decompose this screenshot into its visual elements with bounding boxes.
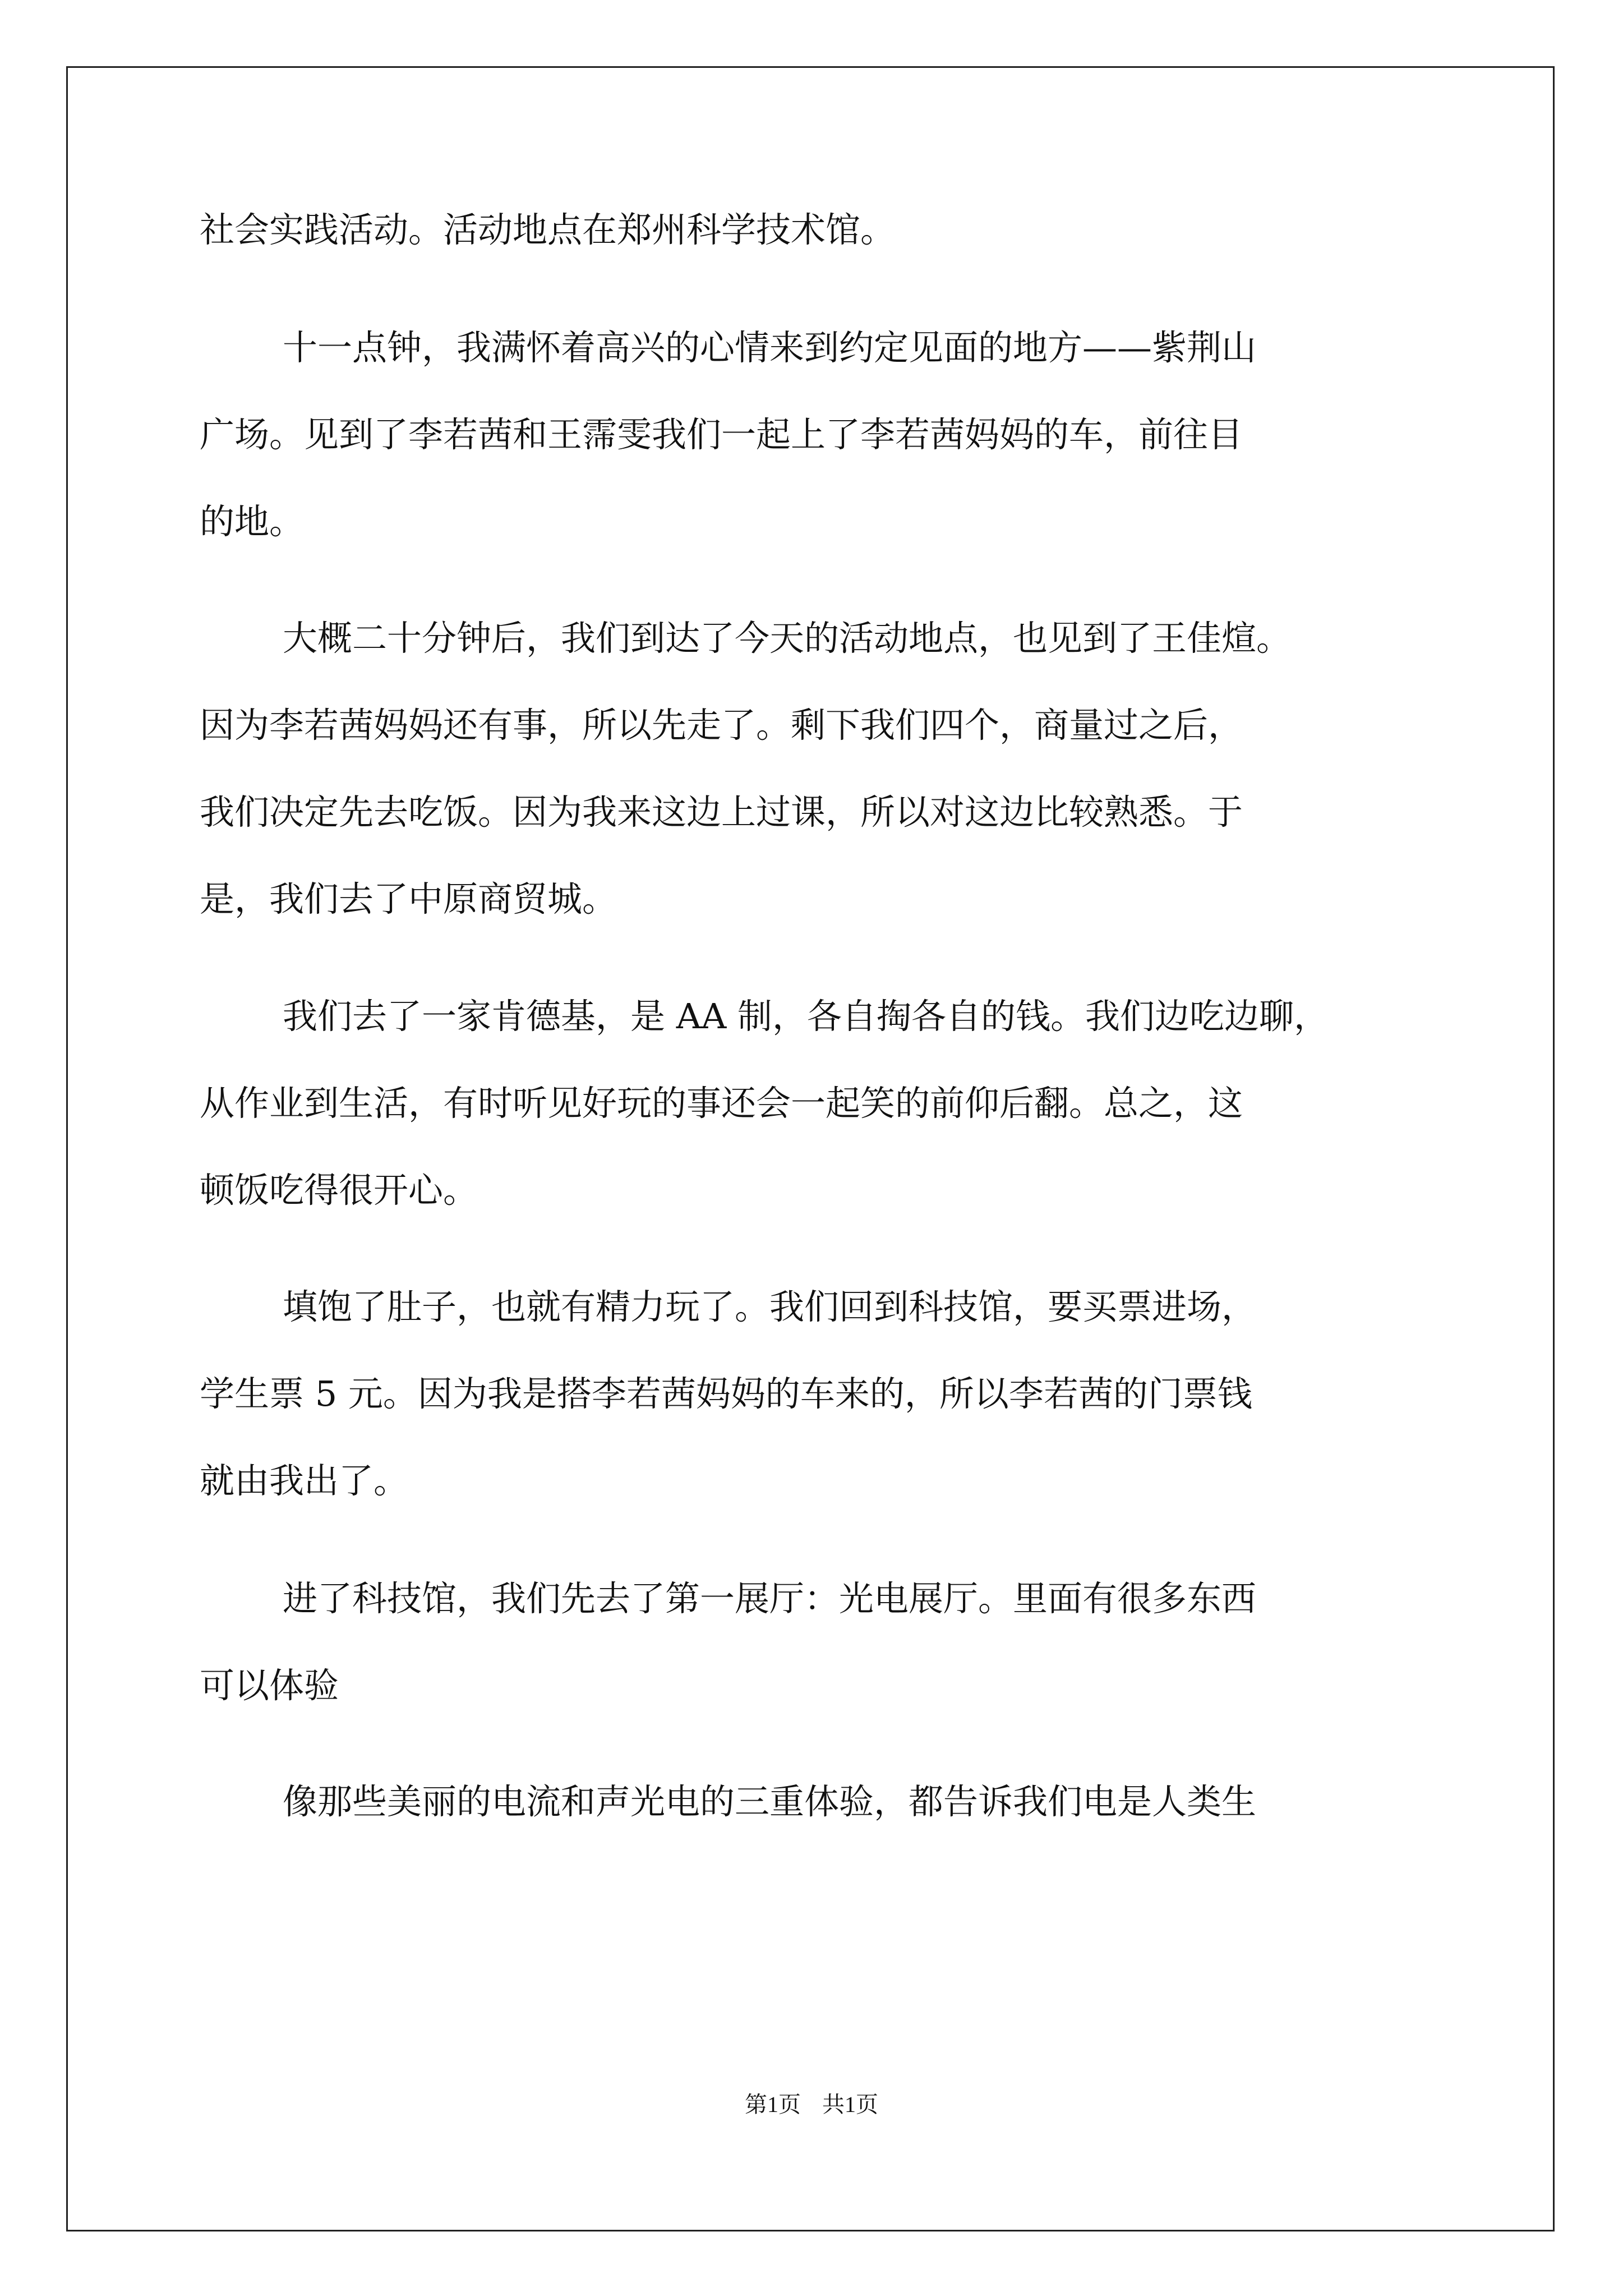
text-line: 的地。 xyxy=(200,501,305,542)
text-line: 就由我出了。 xyxy=(200,1460,409,1501)
text-line: 像那些美丽的电流和声光电的三重体验，都告诉我们电是人类生 xyxy=(283,1781,1257,1822)
text-line: 填饱了肚子，也就有精力玩了。我们回到科技馆，要买票进场， xyxy=(283,1286,1257,1327)
page-total: 共1页 xyxy=(822,2092,878,2117)
text-line: 是，我们去了中原商贸城。 xyxy=(200,878,617,919)
text-line: 因为李若茜妈妈还有事，所以先走了。剩下我们四个，商量过之后， xyxy=(200,705,1243,746)
text-line: 我们去了一家肯德基，是 AA 制，各自掏各自的钱。我们边吃边聊， xyxy=(283,996,1329,1037)
text-line: 社会实践活动。活动地点在郑州科学技术馆。 xyxy=(200,209,896,250)
text-line: 十一点钟，我满怀着高兴的心情来到约定见面的地方——紫荆山 xyxy=(283,327,1257,368)
text-line: 学生票 5 元。因为我是搭李若茜妈妈的车来的，所以李若茜的门票钱 xyxy=(200,1373,1252,1414)
text-line: 进了科技馆，我们先去了第一展厅：光电展厅。里面有很多东西 xyxy=(283,1578,1257,1619)
text-line: 顿饭吃得很开心。 xyxy=(200,1170,478,1211)
text-line: 大概二十分钟后，我们到达了今天的活动地点，也见到了王佳煊。 xyxy=(283,618,1292,659)
page-footer xyxy=(0,2087,1623,2119)
page-border xyxy=(66,66,1555,2231)
text-line: 可以体验 xyxy=(200,1665,339,1706)
text-line: 从作业到生活，有时听见好玩的事还会一起笑的前仰后翻。总之，这 xyxy=(200,1083,1243,1124)
text-line: 广场。见到了李若茜和王霈雯我们一起上了李若茜妈妈的车，前往目 xyxy=(200,414,1243,455)
text-line: 我们决定先去吃饭。因为我来这边上过课，所以对这边比较熟悉。于 xyxy=(200,792,1243,832)
page-number: 第1页 xyxy=(745,2092,801,2117)
